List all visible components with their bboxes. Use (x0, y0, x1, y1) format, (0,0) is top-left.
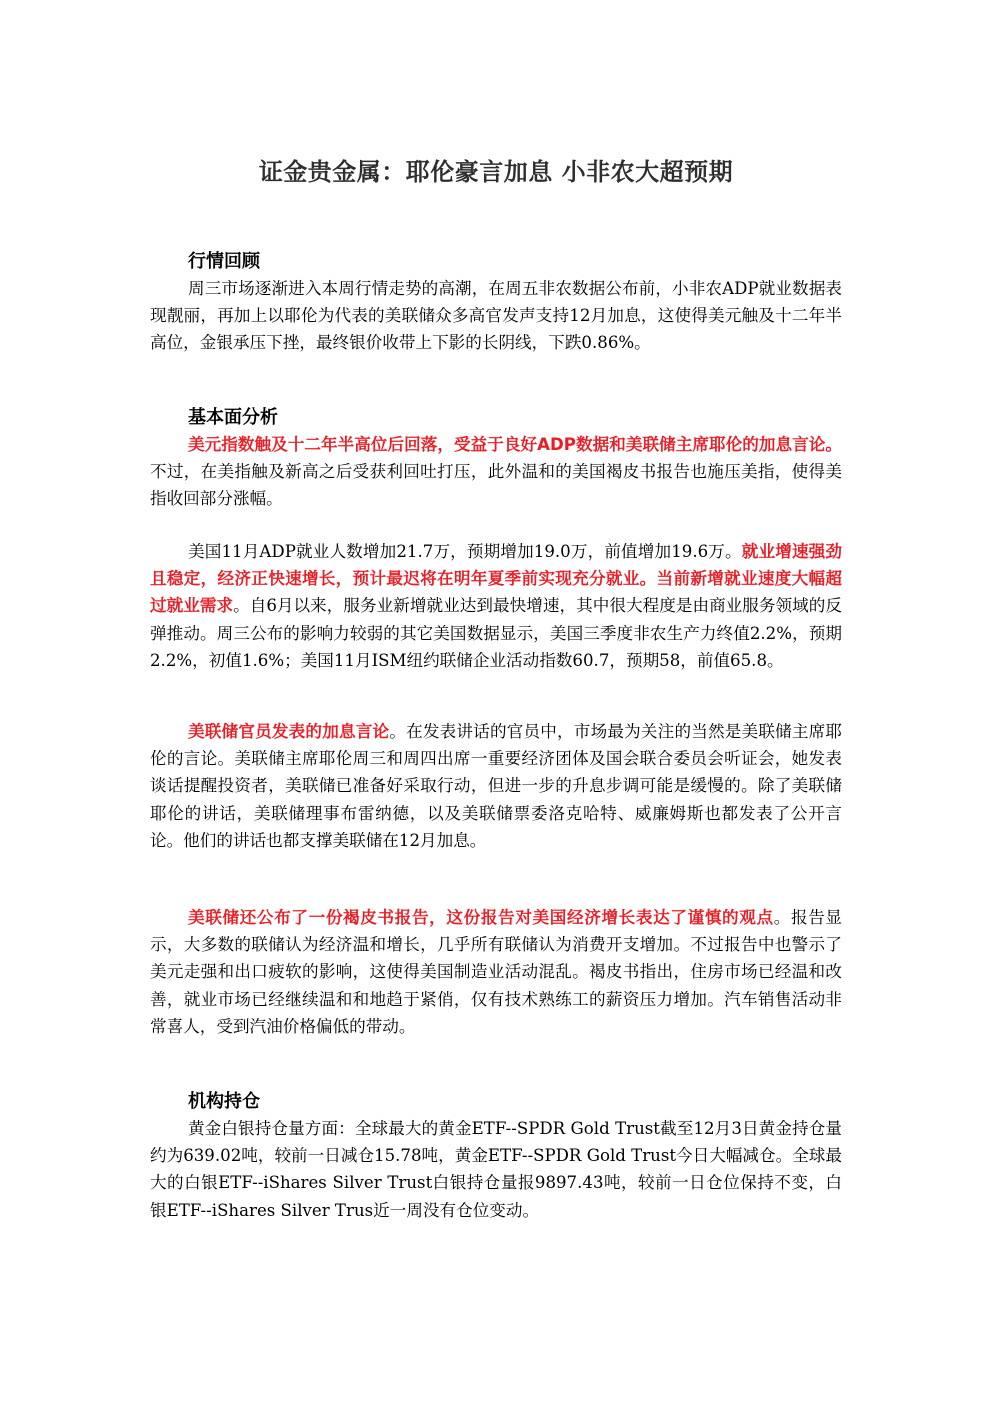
highlight-text: 就业增速强劲且稳定，经济正快速增长，预计最迟将在明年夏季前实现充分就业。当前新增就业速度大幅超过就业需求 (150, 542, 842, 616)
paragraph-holdings: 黄金白银持仓量方面：全球最大的黄金ETF--SPDR Gold Trust截至12月3日黄金持仓量约为639.02吨，较前一日减仓15.78吨，黄金ETF--SPDR Gold Trust今日大幅减仓。全球最大的白银ETF--iShares Silver Trust白银持仓量报9897.43吨，较前一日仓位保持不变，白银ETF--iShares Silver Trus近一周没有仓位变动。 (150, 1119, 842, 1220)
section-heading-fundamental: 基本面分析 (188, 407, 278, 428)
section-adp (150, 538, 842, 674)
section-fed-officials (150, 718, 842, 854)
body-text: 。报告显示，大多数的联储认为经济温和增长，几乎所有联储认为消费开支增加。不过报告中也警示了美元走强和出口疲软的影响，这使得美国制造业活动混乱。褐皮书指出，住房市场已经温和改善，就业市场已经继续温和和地趋于紧俏，仅有技术熟练工的薪资压力增加。汽车销售活动非常喜人，受到汽油价格偏低的带动。 (150, 908, 843, 1036)
highlight-text: 美元指数触及十二年半高位后回落，受益于良好ADP数据和美联储主席耶伦的加息言论。 (188, 435, 842, 454)
highlight-text: 美联储还公布了一份褐皮书报告，这份报告对美国经济增长表达了谨慎的观点 (188, 908, 774, 927)
document-title: 证金贵金属：耶伦豪言加息 小非农大超预期 (258, 158, 734, 186)
paragraph-adp-employment (150, 538, 842, 674)
body-text: 。自6月以来，服务业新增就业达到最快增速，其中很大程度是由商业服务领域的反弹推动。周三公布的影响力较弱的其它美国数据显示，美国三季度非农生产力终值2.2%，预期2.2%，初值1.6%；美国11月ISM纽约联储企业活动指数60.7，预期58，前值65.8。 (150, 596, 842, 670)
section-heading-holdings: 机构持仓 (188, 1091, 260, 1112)
paragraph-dollar-index (150, 431, 842, 513)
paragraph-beige-book (150, 904, 842, 1040)
section-fundamental-analysis (150, 404, 842, 513)
body-text: 。在发表讲话的官员中，市场最为关注的当然是美联储主席耶伦的言论。美联储主席耶伦周三和周四出席一重要经济团体及国会联合委员会听证会，她发表谈话提醒投资者，美联储已准备好采取行动，但进一步的升息步调可能是缓慢的。除了美联储耶伦的讲话，美联储理事布雷纳德，以及美联储票委洛克哈特、威廉姆斯也都发表了公开言论。他们的讲话也都支撑美联储在12月加息。 (150, 722, 843, 850)
body-text: 美国11月ADP就业人数增加21.7万，预期增加19.0万，前值增加19.6万。 (188, 542, 742, 561)
body-text: 不过，在美指触及新高之后受获利回吐打压，此外温和的美国褐皮书报告也施压美指，使得美指收回部分涨幅。 (150, 462, 842, 509)
paragraph-fed-officials (150, 718, 842, 854)
highlight-text: 美联储官员发表的加息言论 (188, 722, 390, 741)
section-market-review (150, 248, 842, 357)
section-heading-market-review: 行情回顾 (188, 251, 260, 272)
section-institutional-holdings (150, 1088, 842, 1224)
section-beige-book (150, 904, 842, 1040)
paragraph-market-review: 周三市场逐渐进入本周行情走势的高潮，在周五非农数据公布前，小非农ADP就业数据表现靓丽，再加上以耶伦为代表的美联储众多高官发声支持12月加息，这使得美元触及十二年半高位，金银承压下挫，最终银价收带上下影的长阴线，下跌0.86%。 (150, 279, 842, 353)
